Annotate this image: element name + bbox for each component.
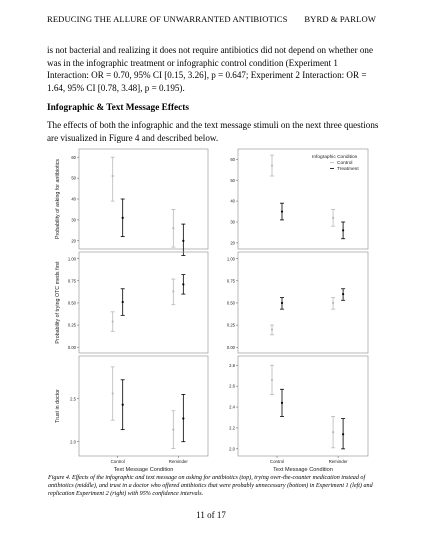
y-tick-label: 20 xyxy=(71,238,76,244)
data-point xyxy=(281,210,283,212)
data-point xyxy=(172,429,174,431)
y-tick-label: 20 xyxy=(230,240,235,246)
y-axis-label: Trust in doctor xyxy=(55,389,61,423)
running-header-left: REDUCING THE ALLURE OF UNWARRANTED ANTIBIOTICS xyxy=(47,14,288,24)
data-point xyxy=(182,283,184,285)
data-point xyxy=(112,175,114,177)
data-point xyxy=(281,402,283,404)
data-point xyxy=(271,328,273,330)
data-point xyxy=(342,433,344,435)
data-point xyxy=(112,320,114,322)
data-point xyxy=(332,431,334,433)
y-tick-label: 2.0 xyxy=(229,446,235,452)
page-number: 11 of 17 xyxy=(196,510,226,520)
data-point xyxy=(182,417,184,419)
figure-caption: Figure 4. Effects of the infographic and text message on asking for antibiotics (top), trying over-the-counter medication instead of antibiotics (middle), and trust in a doctor who offered antibiotics that were probably unnecessary (bottom) in Experiment 1 (left) and replication Experiment 2 (right) with 95% confidence intervals. xyxy=(48,475,373,498)
y-tick-label: 30 xyxy=(71,217,76,223)
y-axis-label: Probability of trying OTC meds first xyxy=(55,261,61,344)
data-point xyxy=(342,293,344,295)
x-axis-label: Text Message Condition xyxy=(273,467,333,473)
data-point xyxy=(271,379,273,381)
y-tick-label: 0.25 xyxy=(226,322,235,328)
data-point xyxy=(122,301,124,303)
panel-frame xyxy=(238,252,368,353)
y-tick-label: 2.2 xyxy=(229,425,235,431)
x-tick-label: Control xyxy=(110,459,125,464)
data-point xyxy=(122,217,124,219)
panel-frame xyxy=(79,356,208,456)
data-point xyxy=(122,404,124,406)
y-tick-label: 0.50 xyxy=(67,300,76,306)
body-paragraph-1: is not bacterial and realizing it does not require antibiotics did not depend on whether one was in the infographic treatment or infographic control condition (Experiment 1 Interaction: OR = 0.70, 95% CI [0.15, 3.26], p = 0.647; Experiment 2 Interaction: OR = 1.64, 95% CI [0.78, 3.48], p = 0.195). xyxy=(47,45,374,93)
y-tick-label: 0.75 xyxy=(226,278,235,284)
data-point xyxy=(332,302,334,304)
y-tick-label: 60 xyxy=(230,156,235,162)
data-point xyxy=(271,164,273,166)
y-tick-label: 40 xyxy=(71,196,76,202)
y-tick-label: 2.4 xyxy=(229,404,235,410)
y-tick-label: 50 xyxy=(230,177,235,183)
y-tick-label: 0.00 xyxy=(67,344,76,350)
y-tick-label: 60 xyxy=(71,154,76,160)
y-tick-label: 30 xyxy=(230,219,235,225)
panel-frame xyxy=(79,252,208,353)
y-tick-label: 2.6 xyxy=(229,383,235,389)
data-point xyxy=(332,217,334,219)
data-point xyxy=(182,240,184,242)
x-axis-label: Text Message Condition xyxy=(113,467,174,473)
y-tick-label: 1.00 xyxy=(226,256,235,262)
body-paragraph-2: The effects of both the infographic and the text message stimuli on the next three questions are visualized in Figure 4 and described below. xyxy=(47,120,379,143)
y-tick-label: 0.25 xyxy=(67,322,76,328)
legend-title: Infographic Condition xyxy=(312,155,358,160)
legend-label: Control xyxy=(337,161,353,166)
data-point xyxy=(172,290,174,292)
y-tick-label: 40 xyxy=(230,198,235,204)
y-tick-label: 0.75 xyxy=(67,278,76,284)
y-axis-label: Probability of asking for antibiotics xyxy=(55,158,61,240)
x-tick-label: Control xyxy=(269,459,285,464)
y-tick-label: 2.5 xyxy=(70,396,76,402)
running-header-right: BYRD & PARLOW xyxy=(304,14,376,24)
data-point xyxy=(342,229,344,231)
y-tick-label: 2.0 xyxy=(70,439,76,445)
data-point xyxy=(112,392,114,394)
y-tick-label: 0.00 xyxy=(226,344,235,350)
y-tick-label: 1.00 xyxy=(67,256,76,262)
data-point xyxy=(281,302,283,304)
section-heading: Infographic & Text Message Effects xyxy=(47,103,190,113)
y-tick-label: 0.50 xyxy=(226,300,235,306)
panel-frame xyxy=(238,356,368,456)
y-tick-label: 2.8 xyxy=(229,362,235,368)
y-tick-label: 50 xyxy=(71,175,76,181)
x-tick-label: Reminder xyxy=(168,459,188,464)
data-point xyxy=(172,227,174,229)
x-tick-label: Reminder xyxy=(328,459,348,464)
panel-frame xyxy=(79,149,208,249)
legend-label: Treatment xyxy=(337,167,359,172)
